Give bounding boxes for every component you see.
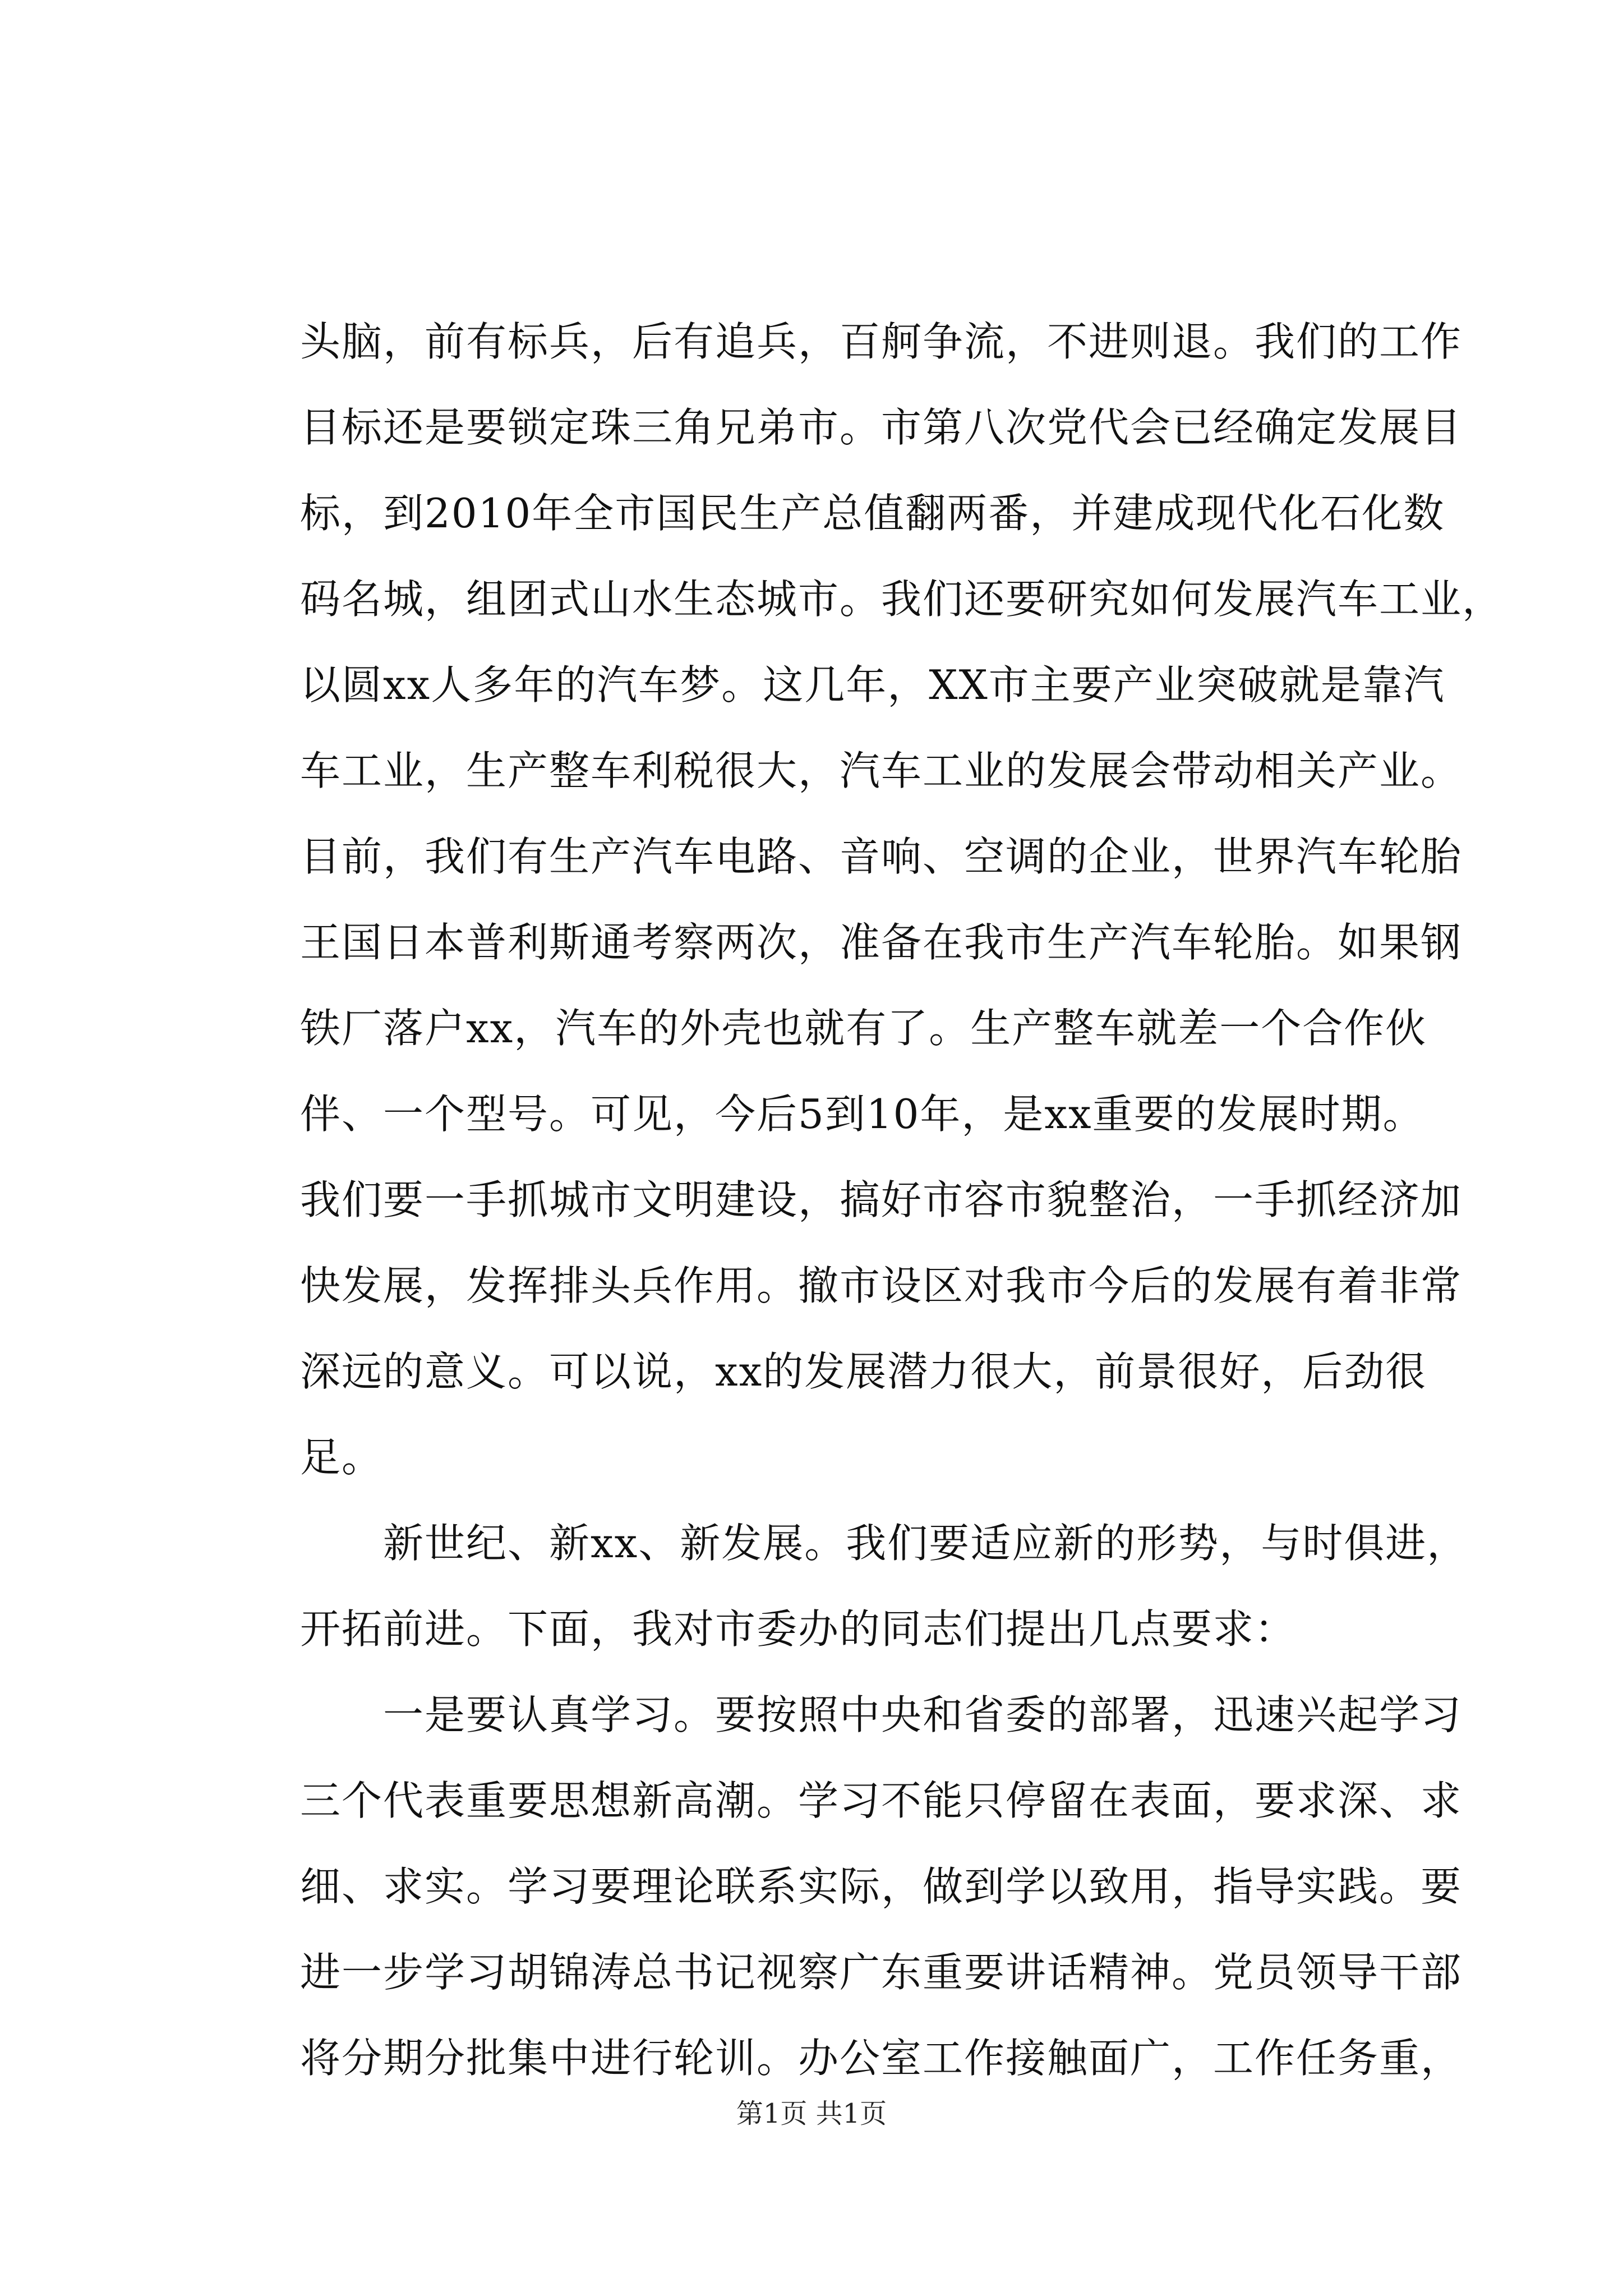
text-line: 目前，我们有生产汽车电路、音响、空调的企业，世界汽车轮胎	[300, 833, 1463, 880]
text-line: 新世纪、新xx、新发展。我们要适应新的形势，与时俱进，	[300, 1520, 1469, 1567]
text-line: 伴、一个型号。可见，今后5到10年，是xx重要的发展时期。	[300, 1091, 1424, 1138]
text-line: 目标还是要锁定珠三角兄弟市。市第八次党代会已经确定发展目	[300, 404, 1463, 451]
text-line: 进一步学习胡锦涛总书记视察广东重要讲话精神。党员领导干部	[300, 1949, 1463, 1996]
text-line: 码名城，组团式山水生态城市。我们还要研究如何发展汽车工业，	[300, 576, 1504, 623]
text-line: 细、求实。学习要理论联系实际，做到学以致用，指导实践。要	[300, 1863, 1463, 1910]
text-line: 深远的意义。可以说，xx的发展潜力很大，前景很好，后劲很	[300, 1348, 1427, 1395]
text-line: 我们要一手抓城市文明建设，搞好市容市貌整治，一手抓经济加	[300, 1176, 1463, 1223]
text-line: 头脑，前有标兵，后有追兵，百舸争流，不进则退。我们的工作	[300, 318, 1463, 365]
text-line: 王国日本普利斯通考察两次，准备在我市生产汽车轮胎。如果钢	[300, 919, 1463, 966]
text-line: 开拓前进。下面，我对市委办的同志们提出几点要求：	[300, 1605, 1297, 1653]
text-line: 车工业，生产整车利税很大，汽车工业的发展会带动相关产业。	[300, 747, 1463, 794]
text-line: 一是要认真学习。要按照中央和省委的部署，迅速兴起学习	[300, 1691, 1463, 1738]
text-line: 将分期分批集中进行轮训。办公室工作接触面广，工作任务重，	[300, 2035, 1463, 2082]
document-body	[300, 299, 1504, 2101]
text-line: 快发展，发挥排头兵作用。撤市设区对我市今后的发展有着非常	[300, 1262, 1463, 1309]
text-line: 足。	[300, 1434, 384, 1481]
text-line: 以圆xx人多年的汽车梦。这几年，XX市主要产业突破就是靠汽	[300, 661, 1445, 708]
text-line: 三个代表重要思想新高潮。学习不能只停留在表面，要求深、求	[300, 1777, 1463, 1824]
page-footer: 第1页 共1页	[736, 2098, 887, 2129]
text-line: 标，到2010年全市国民生产总值翻两番，并建成现代化石化数	[300, 490, 1445, 537]
text-line: 铁厂落户xx，汽车的外壳也就有了。生产整车就差一个合作伙	[300, 1005, 1427, 1052]
